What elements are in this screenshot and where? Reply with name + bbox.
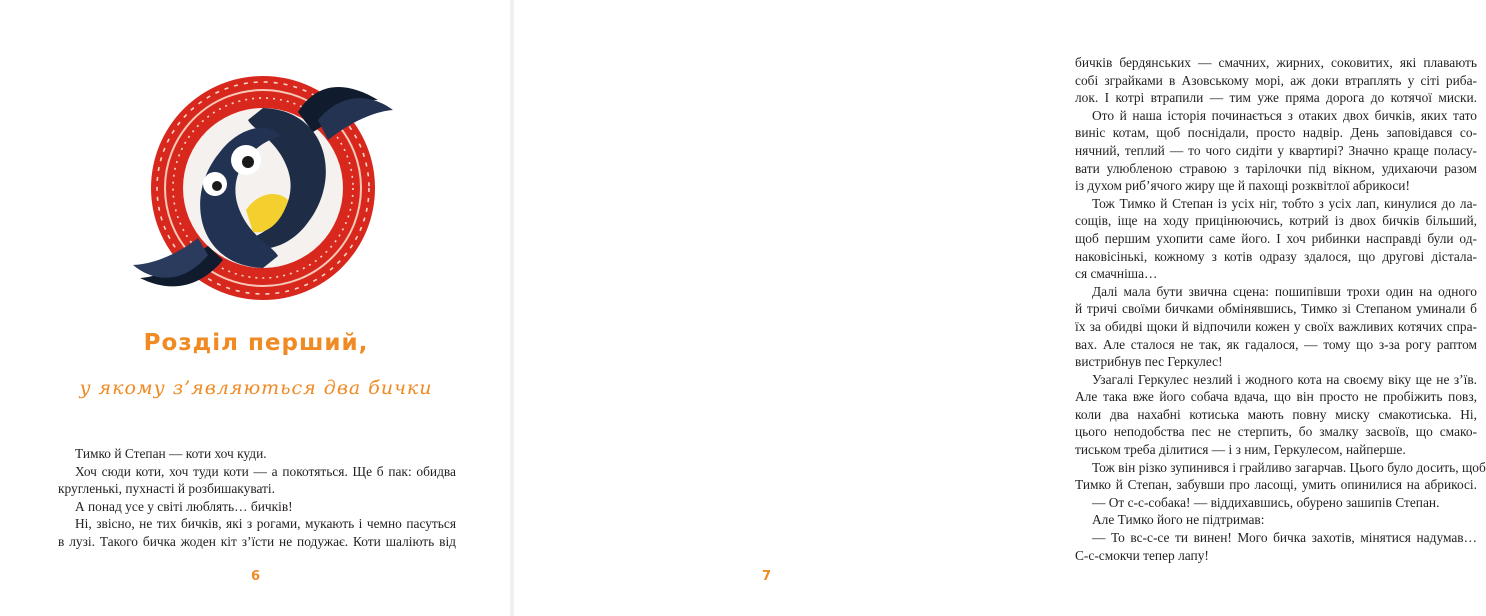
text-line: й тричі своїми бичками обмінявшись, Тимко зі Степаном уминали б — [1075, 301, 1477, 317]
fish-plate-illustration — [128, 60, 408, 320]
text-line: вати улюбленою стравою з тарілочки під вікном, удихаючи разом — [1075, 160, 1477, 176]
left-page — [0, 0, 512, 616]
text-line: вистрибнув пес Геркулес! — [1075, 354, 1223, 370]
text-line: в лузі. Такого бичка жоден кіт з’їсти не подужає. Коти шаліють від — [58, 533, 456, 549]
page-number-right: 7 — [762, 569, 772, 584]
text-line: бичків бердянських — смачних, жирних, соковитих, які плавають — [1075, 55, 1477, 70]
right-page — [512, 0, 1486, 616]
text-line: Хоч сюди коти, хоч туди коти — а покотяться. Ще б пак: обидва — [75, 463, 456, 479]
text-line: ся смачніша… — [1075, 266, 1158, 282]
text-line: цього неподобства пес не стерпить, бо змалку засвоїв, що смако- — [1075, 424, 1477, 440]
text-line: наковісінькі, кожному з котів одразу здалося, що другові дістала- — [1075, 248, 1477, 264]
text-line: виніс котам, щоб поснідали, просто надвір. День заповідався со- — [1075, 125, 1477, 141]
text-line: вах. Але сталося не так, як гадалося, — тому що з-за рогу раптом — [1075, 336, 1477, 352]
text-line: їх за обидві щоки й відпочили кожен у своїх важливих котячих спра- — [1075, 318, 1477, 334]
chapter-subtitle: у якому з’являються два бички — [79, 377, 433, 399]
text-line: щоб першим ухопити саме його. І хоч рибинки насправді були од- — [1075, 230, 1477, 246]
text-line: Ні, звісно, не тих бичків, які з рогами, мукають і чемно пасуться — [75, 516, 456, 532]
text-line: Узагалі Геркулес незлий і жодного кота на своєму віку ще не з’їв. — [1092, 371, 1477, 387]
left-body-text — [58, 445, 456, 551]
text-line: коли два нахабні котиська мають повну миску смакотиська. Ні, — [1075, 406, 1477, 422]
page-number-left: 6 — [251, 569, 261, 584]
text-line: С-с-смокчи тепер лапу! — [1075, 547, 1209, 563]
text-line: сощів, іще на ходу прицінюючись, котрий із двох бичків більший, — [1075, 213, 1477, 229]
text-line: А понад усе у світі люблять… бичків! — [75, 498, 293, 514]
chapter-title: Розділ перший, — [143, 330, 369, 356]
text-line: собі зграйками в Азовському морі, аж доки втраплять у сіті рибa- — [1075, 72, 1477, 88]
text-line: Ото й наша історія починається з отаких двох бичків, яких тато — [1092, 107, 1477, 123]
text-line: — То вс-с-се ти винен! Мого бичка захотів, мінятися надумав… — [1092, 530, 1477, 546]
text-line: лок. І котрі втрапили — тим уже пряма дорога до котячої миски. — [1075, 90, 1477, 106]
text-line: Тимко й Степан — коти хоч куди. — [75, 446, 267, 461]
text-line: нячний, теплий — то чого сидіти у квартирі? Значно краще поласу- — [1075, 142, 1477, 158]
text-line: Тож Тимко й Степан із усіх ніг, тобто з усіх лап, кинулися до ла- — [1092, 195, 1477, 211]
text-line: Тож він різко зупинився і грайливо загарчав. Цього було досить, щоб — [1092, 459, 1486, 475]
text-line: Далі мала бути звична сцена: пошипівши трохи один на одного — [1092, 283, 1477, 299]
text-line: тиськом треба ділитися — і з ним, Геркулесом, найперше. — [1075, 442, 1406, 458]
text-line: із духом риб’ячого жиру ще й пахощі розквітлої абрикоси! — [1075, 178, 1410, 194]
right-body-text — [1075, 54, 1486, 564]
text-line: кругленькі, пухнасті й розбишакуваті. — [58, 481, 275, 497]
text-line: Але така вже його собача вдача, що він просто не пробіжить повз, — [1075, 389, 1477, 405]
text-line: Але Тимко його не підтримав: — [1092, 512, 1265, 528]
text-line: — От с-с-собака! — віддихавшись, обурено зашипів Степан. — [1092, 494, 1440, 510]
text-line: Тимко й Степан, забувши про ласощі, умить опинилися на абрикосі. — [1075, 477, 1477, 493]
